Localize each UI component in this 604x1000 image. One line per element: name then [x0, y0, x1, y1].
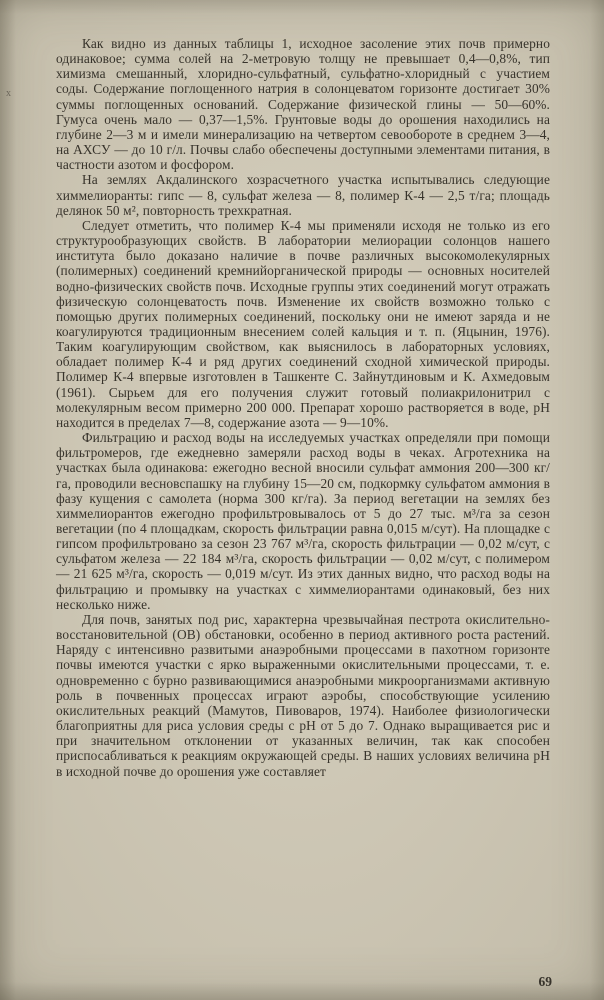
margin-annotation: х — [6, 88, 11, 99]
paragraph-chemical-ameliorants: На землях Акдалинского хозрасчетного участка испытывались следующие химмелиоранты: гипс — 8, сульфат железа — 8, полимер К-4 — 2,5 т/га; площадь делянок 50 м², повторность трехкратная. — [56, 172, 550, 218]
paragraph-filtration-data: Фильтрацию и расход воды на исследуемых участках определяли при помощи фильтромеров, где ежедневно замеряли расход воды в чеках. Агротехника на участках была одинакова: ежегодно весной вносили сульфат аммония 200—300 кг/га, проводили весновспашку на глубину 15—20 см, подкормку сульфатом аммония в фазу кущения с самолета (норма 300 кг/га). За период вегетации на землях без химмелиорантов ежегодно профильтровывалось от 5 до 27 тыс. м³/га за сезон вегетации (по 4 площадкам, скорость фильтрации равна 0,015 м/сут). На площадке с гипсом профильтровано за сезон 23 767 м³/га, скорость фильтрации — 0,02 м/сут, с сульфатом железа — 22 184 м³/га, скорость фильтрации — 0,02 м/сут, с полимером — 21 625 м³/га, скорость — 0,019 м/сут. Из этих данных видно, что расход воды на фильтрацию и промывку на участках с химмелиорантами одинаковый, без них несколько ниже. — [56, 430, 550, 612]
page-text-block — [56, 36, 550, 779]
paragraph-rice-soils-ph: Для почв, занятых под рис, характерна чрезвычайная пестрота окислительно-восстановительной (ОВ) обстановки, особенно в период активного роста растений. Наряду с интенсивно развитыми анаэробными процессами в пахотном горизонте почвы имеются участки с ярко выраженными окислительными процессами, т. е. одновременно с бурно развивающимися анаэробными микроорганизмами активную роль в почвенных процессах играют аэробы, способствующие усилению окислительных реакций (Мамутов, Пивоваров, 1974). Наиболее физиологически благоприятны для риса условия среды с pH от 5 до 7. Однако выращивается рис и при значительном отклонении от указанных величин, так как способен приспосабливаться к реакциям окружающей среды. В наших условиях величина pH в исходной почве до орошения уже составляет — [56, 611, 550, 779]
paragraph-soil-salinity: Как видно из данных таблицы 1, исходное засоление этих почв примерно одинаковое; сумма солей на 2-метровую толщу не превышает 0,4—0,8%, тип химизма смешанный, хлоридно-сульфатный, сульфатно-хлоридный с участием соды. Содержание поглощенного натрия в солонцеватом горизонте достигает 30% суммы поглощенных оснований. Содержание физической глины — 50—60%. Гумуса очень мало — 0,37—1,5%. Грунтовые воды до орошения находились на глубине 2—3 м и имели минерализацию на четвертом севообороте в среднем 3—4, на АХСУ — до 10 г/л. Почвы слабо обеспечены доступными элементами питания, в частности азотом и фосфором. — [56, 36, 550, 173]
paragraph-polymer-k4: Следует отметить, что полимер К-4 мы применяли исходя не только из его структурообразующих свойств. В лаборатории мелиорации солонцов нашего института было доказано наличие в почве различных высокомолекулярных (полимерных) соединений кремнийорганической природы — основных носителей водно-физических свойств почв. Исходные группы этих соединений могут отражать физическую солонцеватость почв. Изменение их свойств возможно только с помощью других полимерных соединений, поскольку они не имеют заряда и не коагулируются традиционным внесением солей кальция и т. п. (Яцынин, 1976). Таким коагулирующим свойством, как выяснилось в лабораторных условиях, обладает полимер К-4 и ряд других соединений сходной химической природы. Полимер К-4 впервые изготовлен в Ташкенте С. Зайнутдиновым и К. Ахмедовым (1961). Сырьем для его получения служит готовый полиакрилонитрил с молекулярным весом примерно 200 000. Препарат хорошо растворяется в воде, pH находится в пределах 7—8, содержание азота — 9—10%. — [56, 217, 550, 430]
page-number: 69 — [538, 974, 552, 989]
